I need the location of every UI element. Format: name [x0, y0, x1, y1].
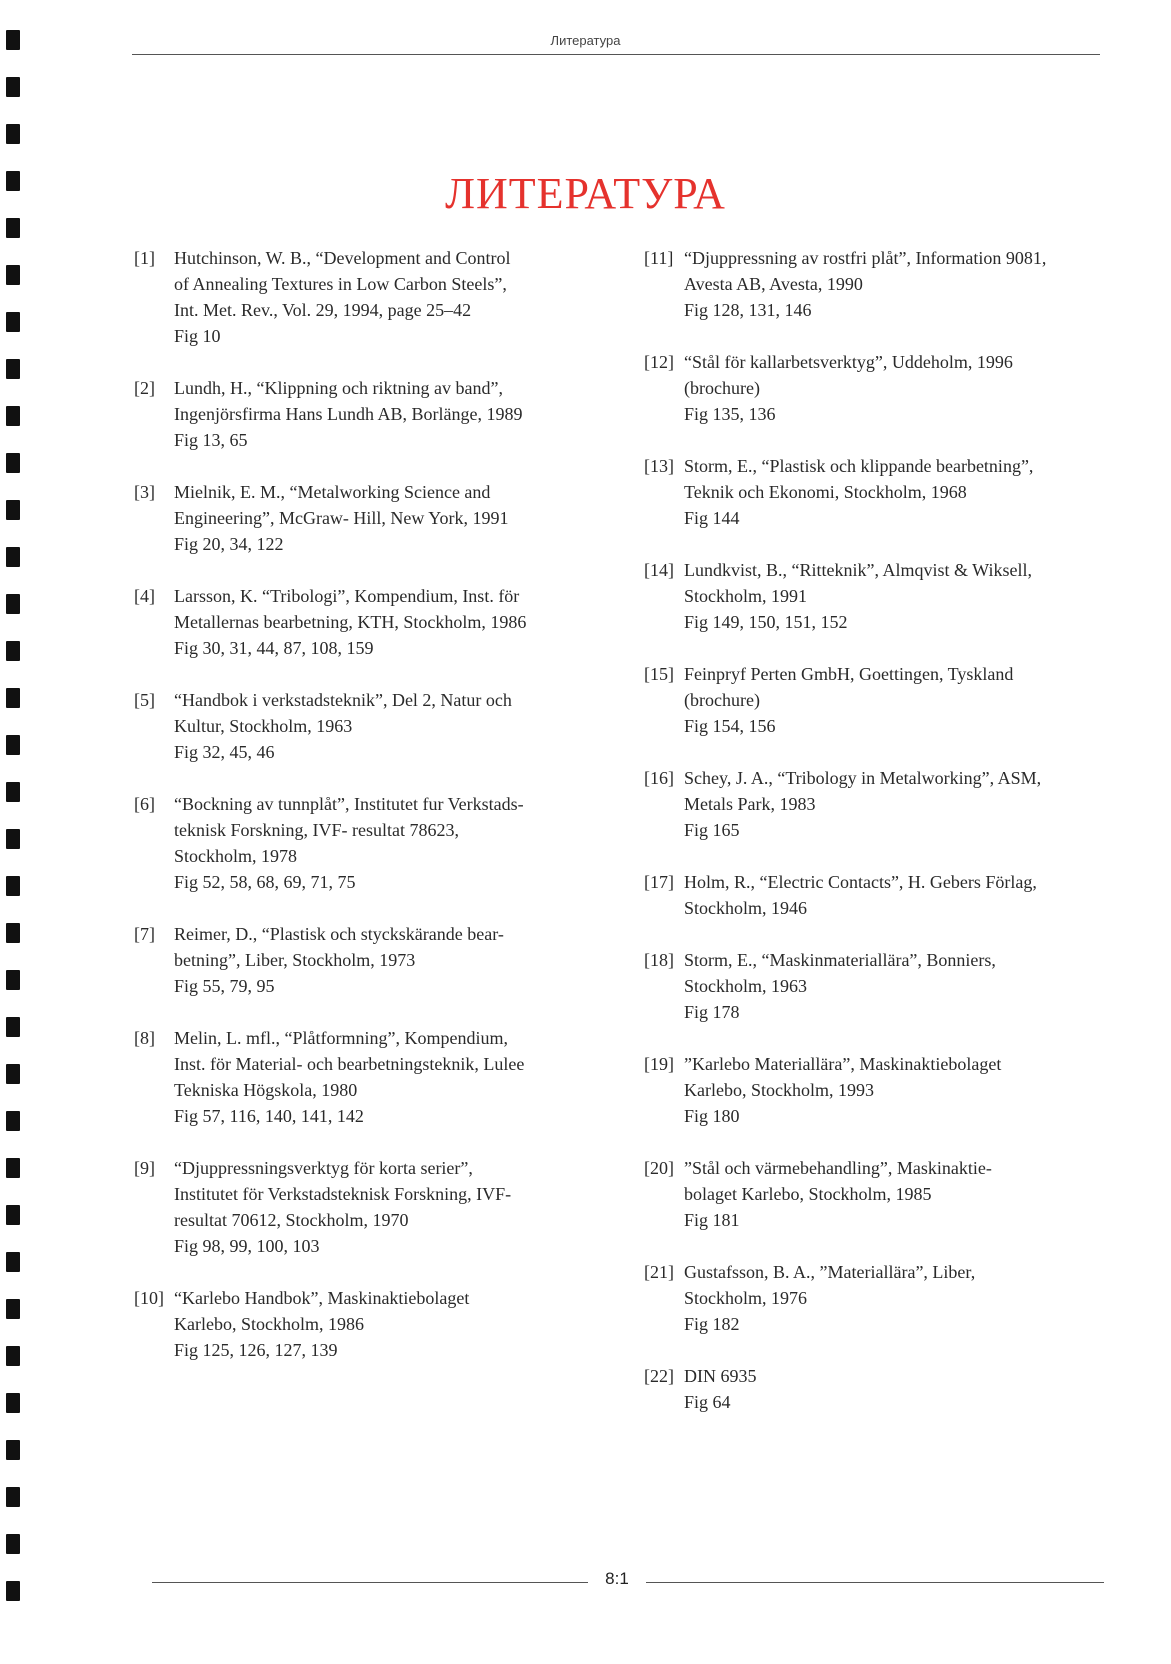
reference-line: Storm, E., “Maskinmateriallära”, Bonniers, [684, 950, 996, 970]
binding-hole [6, 547, 20, 567]
reference-line: Int. Met. Rev., Vol. 29, 1994, page 25–42 [174, 300, 472, 320]
binding-hole [6, 1346, 20, 1366]
reference-line: Lundh, H., “Klippning och riktning av band”, [174, 378, 503, 398]
reference-number: [6] [134, 794, 155, 814]
reference-line: Fig 20, 34, 122 [174, 534, 284, 554]
reference-line: Kultur, Stockholm, 1963 [174, 716, 353, 736]
reference-number: [20] [644, 1158, 674, 1178]
reference-line: “Handbok i verkstadsteknik”, Del 2, Natur och [174, 690, 512, 710]
reference-line: Storm, E., “Plastisk och klippande bearbetning”, [684, 456, 1034, 476]
reference-line: Larsson, K. “Tribologi”, Kompendium, Inst. för [174, 586, 520, 606]
reference-line: Engineering”, McGraw- Hill, New York, 1991 [174, 508, 509, 528]
reference-line: (brochure) [684, 378, 760, 398]
reference-line: Feinpryf Perten GmbH, Goettingen, Tyskland [684, 664, 1014, 684]
references-right-column [644, 245, 1104, 1441]
binding-hole [6, 1534, 20, 1554]
reference-entry [134, 921, 604, 999]
reference-number: [18] [644, 950, 674, 970]
reference-number: [17] [644, 872, 674, 892]
reference-number: [15] [644, 664, 674, 684]
reference-line: Fig 125, 126, 127, 139 [174, 1340, 338, 1360]
reference-line: “Karlebo Handbok”, Maskinaktiebolaget [174, 1288, 470, 1308]
binding-hole [6, 1393, 20, 1413]
binding-hole [6, 1064, 20, 1084]
page-number: 8:1 [605, 1569, 629, 1588]
footer-rule-right [646, 1582, 1104, 1583]
reference-line: Lundkvist, B., “Ritteknik”, Almqvist & Wiksell, [684, 560, 1032, 580]
reference-number: [3] [134, 482, 155, 502]
reference-number: [16] [644, 768, 674, 788]
reference-line: “Stål för kallarbetsverktyg”, Uddeholm, 1996 [684, 352, 1013, 372]
reference-number: [14] [644, 560, 674, 580]
reference-line: (brochure) [684, 690, 760, 710]
reference-line: Fig 135, 136 [684, 404, 776, 424]
binding-hole [6, 1487, 20, 1507]
page-title: ЛИТЕРАТУРА [445, 169, 726, 218]
binding-hole [6, 1158, 20, 1178]
reference-number: [10] [134, 1288, 164, 1308]
binding-hole [6, 688, 20, 708]
reference-line: Fig 13, 65 [174, 430, 248, 450]
reference-line: Tekniska Högskola, 1980 [174, 1080, 358, 1100]
reference-number: [5] [134, 690, 155, 710]
references-left-column [134, 245, 604, 1389]
reference-line: Metals Park, 1983 [684, 794, 816, 814]
reference-line: Mielnik, E. M., “Metalworking Science and [174, 482, 491, 502]
reference-line: Karlebo, Stockholm, 1993 [684, 1080, 874, 1100]
reference-number: [12] [644, 352, 674, 372]
reference-line: Inst. för Material- och bearbetningsteknik, Lulee [174, 1054, 525, 1074]
binding-hole [6, 1205, 20, 1225]
footer-rule-left [152, 1582, 588, 1583]
header-rule [132, 54, 1100, 55]
reference-number: [11] [644, 248, 674, 268]
binding-hole [6, 218, 20, 238]
reference-line: DIN 6935 [684, 1366, 757, 1386]
reference-number: [19] [644, 1054, 674, 1074]
reference-number: [2] [134, 378, 155, 398]
reference-entry [134, 583, 604, 661]
binding-hole [6, 1581, 20, 1601]
reference-entry [134, 375, 604, 453]
binding-hole [6, 829, 20, 849]
reference-line: Schey, J. A., “Tribology in Metalworking”, ASM, [684, 768, 1042, 788]
reference-line: Stockholm, 1976 [684, 1288, 808, 1308]
reference-line: Fig 10 [174, 326, 221, 346]
reference-entry [134, 1025, 604, 1129]
reference-line: bolaget Karlebo, Stockholm, 1985 [684, 1184, 932, 1204]
binding-hole [6, 265, 20, 285]
reference-number: [9] [134, 1158, 155, 1178]
reference-line: Fig 144 [684, 508, 740, 528]
reference-entry [134, 687, 604, 765]
reference-line: ”Karlebo Materiallära”, Maskinaktiebolaget [684, 1054, 1002, 1074]
reference-line: Reimer, D., “Plastisk och styckskärande bear- [174, 924, 504, 944]
reference-entry [644, 661, 1104, 739]
reference-line: teknisk Forskning, IVF- resultat 78623, [174, 820, 459, 840]
reference-line: Fig 182 [684, 1314, 740, 1334]
reference-line: ”Stål och värmebehandling”, Maskinaktie- [684, 1158, 992, 1178]
binding-hole [6, 594, 20, 614]
reference-line: Stockholm, 1946 [684, 898, 808, 918]
reference-entry [134, 791, 604, 895]
reference-entry [644, 947, 1104, 1025]
binding-hole [6, 1111, 20, 1131]
binding-hole [6, 1017, 20, 1037]
binding-hole [6, 359, 20, 379]
reference-line: Fig 32, 45, 46 [174, 742, 275, 762]
reference-entry [644, 245, 1104, 323]
binding-hole [6, 1440, 20, 1460]
reference-entry [644, 453, 1104, 531]
reference-line: Metallernas bearbetning, KTH, Stockholm, 1986 [174, 612, 527, 632]
reference-line: Fig 181 [684, 1210, 740, 1230]
binding-hole [6, 970, 20, 990]
binding-hole [6, 406, 20, 426]
reference-line: “Djuppressningsverktyg för korta serier”, [174, 1158, 473, 1178]
binding-hole [6, 124, 20, 144]
reference-line: Fig 180 [684, 1106, 740, 1126]
reference-entry [134, 1155, 604, 1259]
binding-hole [6, 77, 20, 97]
reference-line: Fig 149, 150, 151, 152 [684, 612, 848, 632]
reference-entry [644, 1155, 1104, 1233]
reference-entry [644, 869, 1104, 921]
binding-hole [6, 500, 20, 520]
binding-hole [6, 1252, 20, 1272]
binding-hole [6, 876, 20, 896]
binding-hole [6, 735, 20, 755]
reference-line: Fig 55, 79, 95 [174, 976, 275, 996]
reference-entry [644, 349, 1104, 427]
reference-number: [7] [134, 924, 155, 944]
binding-hole [6, 923, 20, 943]
reference-line: Hutchinson, W. B., “Development and Control [174, 248, 511, 268]
reference-line: resultat 70612, Stockholm, 1970 [174, 1210, 409, 1230]
reference-entry [644, 765, 1104, 843]
reference-number: [21] [644, 1262, 674, 1282]
reference-number: [8] [134, 1028, 155, 1048]
reference-entry [134, 1285, 604, 1363]
binding-hole [6, 641, 20, 661]
binding-hole [6, 782, 20, 802]
reference-line: of Annealing Textures in Low Carbon Steels”, [174, 274, 507, 294]
reference-line: Fig 98, 99, 100, 103 [174, 1236, 320, 1256]
running-header: Литература [550, 33, 621, 48]
reference-line: Stockholm, 1991 [684, 586, 808, 606]
reference-entry [644, 557, 1104, 635]
reference-number: [1] [134, 248, 155, 268]
reference-number: [22] [644, 1366, 674, 1386]
reference-line: “Djuppressning av rostfri plåt”, Information 9081, [684, 248, 1047, 268]
reference-line: Fig 64 [684, 1392, 731, 1412]
binding-holes [6, 30, 26, 1628]
reference-line: Gustafsson, B. A., ”Materiallära”, Liber, [684, 1262, 976, 1282]
reference-line: Holm, R., “Electric Contacts”, H. Gebers Förlag, [684, 872, 1037, 892]
binding-hole [6, 453, 20, 473]
reference-line: Fig 154, 156 [684, 716, 776, 736]
reference-entry [134, 245, 604, 349]
reference-line: Melin, L. mfl., “Plåtformning”, Kompendium, [174, 1028, 508, 1048]
reference-entry [644, 1363, 1104, 1415]
reference-number: [13] [644, 456, 674, 476]
reference-entry [644, 1259, 1104, 1337]
binding-hole [6, 1299, 20, 1319]
reference-line: Fig 57, 116, 140, 141, 142 [174, 1106, 364, 1126]
reference-line: Avesta AB, Avesta, 1990 [684, 274, 863, 294]
reference-line: Fig 52, 58, 68, 69, 71, 75 [174, 872, 356, 892]
reference-line: Fig 178 [684, 1002, 740, 1022]
reference-line: “Bockning av tunnplåt”, Institutet fur Verkstads- [174, 794, 524, 814]
reference-line: Fig 128, 131, 146 [684, 300, 812, 320]
reference-number: [4] [134, 586, 155, 606]
reference-line: Stockholm, 1978 [174, 846, 298, 866]
binding-hole [6, 312, 20, 332]
reference-line: Fig 30, 31, 44, 87, 108, 159 [174, 638, 374, 658]
reference-entry [134, 479, 604, 557]
reference-line: Institutet för Verkstadsteknisk Forskning, IVF- [174, 1184, 512, 1204]
reference-line: Ingenjörsfirma Hans Lundh AB, Borlänge, 1989 [174, 404, 523, 424]
reference-line: Fig 165 [684, 820, 740, 840]
reference-line: Teknik och Ekonomi, Stockholm, 1968 [684, 482, 967, 502]
reference-entry [644, 1051, 1104, 1129]
reference-line: Stockholm, 1963 [684, 976, 808, 996]
reference-line: Karlebo, Stockholm, 1986 [174, 1314, 364, 1334]
reference-line: betning”, Liber, Stockholm, 1973 [174, 950, 416, 970]
